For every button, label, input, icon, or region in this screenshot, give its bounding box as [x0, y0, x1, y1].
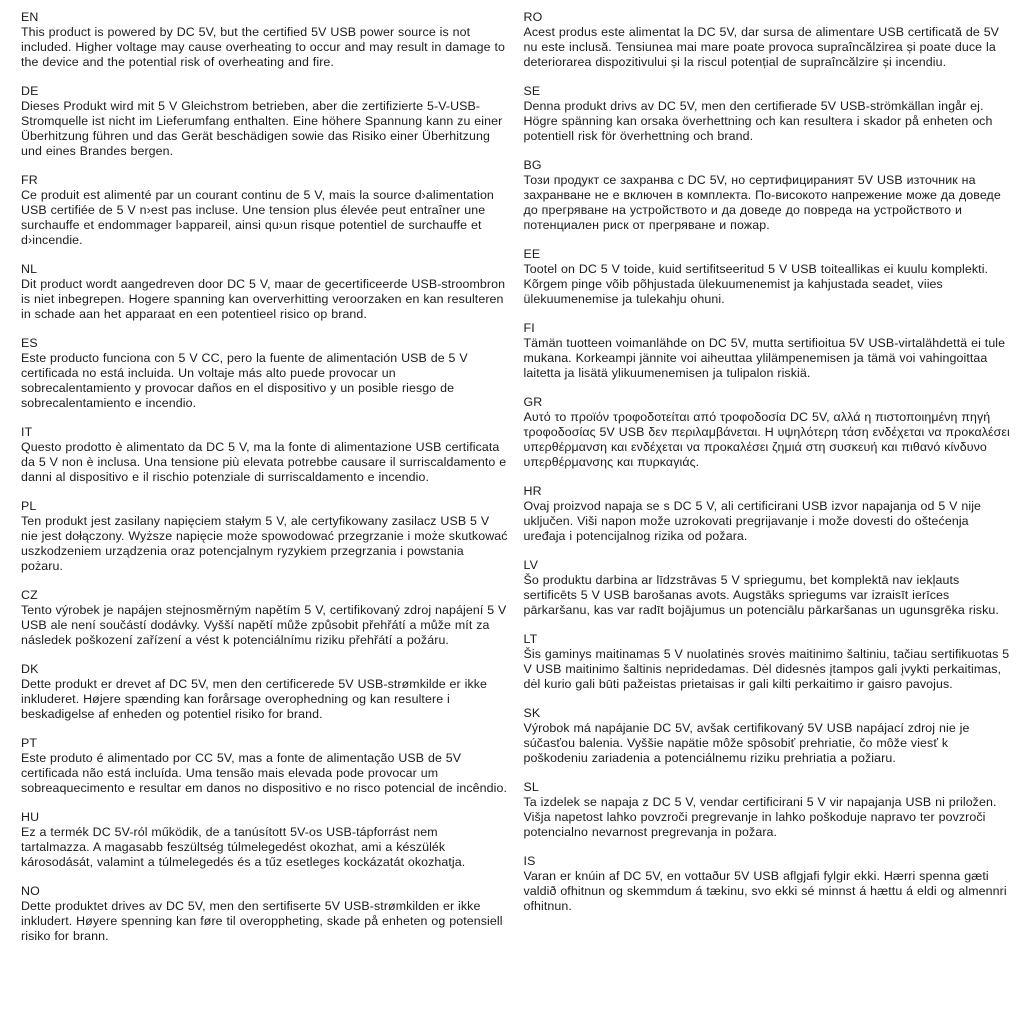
language-code: EN	[21, 10, 39, 24]
language-code: FI	[523, 321, 535, 335]
language-code: SE	[523, 84, 541, 98]
language-block-dk	[21, 662, 510, 722]
column-right	[524, 10, 1013, 1018]
language-block-ro	[524, 10, 1013, 70]
language-code: NL	[21, 262, 38, 276]
language-text: Ovaj proizvod napaja se s DC 5 V, ali certificirani USB izvor napajanja od 5 V nije uključen. Viši napon može uzrokovati pregrijavanje i može dovesti do oštećenja uređaja i potencijalnog rizika od požara.	[523, 499, 982, 543]
language-text: Dette produkt er drevet af DC 5V, men den certificerede 5V USB-strømkilde er ikke inkluderet. Højere spænding kan forårsage overophedning og kan resultere i beskadigelse af enheden og potentiel risiko for brand.	[21, 677, 488, 721]
language-text: Denna produkt drivs av DC 5V, men den certifierade 5V USB-strömkällan ingår ej. Högre spänning kan orsaka överhettning och kan resultera i skador på enheten och potentiell risk för överhettning och brand.	[523, 99, 993, 143]
language-text: Este producto funciona con 5 V CC, pero la fuente de alimentación USB de 5 V certificada no está incluida. Un voltaje más alto puede provocar un sobrecalentamiento y provocar daños en el dispositivo y un posible riesgo de sobrecalentamiento e incendio.	[21, 351, 468, 410]
language-block-no	[21, 884, 510, 944]
language-code: NO	[21, 884, 40, 898]
language-block-fi	[524, 321, 1013, 381]
language-block-es	[21, 336, 510, 411]
language-code: PT	[21, 736, 38, 750]
language-code: RO	[523, 10, 543, 24]
language-text: Tento výrobek je napájen stejnosměrným napětím 5 V, certifikovaný zdroj napájení 5 V USB ale není součástí dodávky. Vyšší napětí může způsobit přehřátí a může mít za následek poškození zařízení a vést k potenciálnímu riziku přehřátí a požáru.	[21, 603, 507, 647]
language-text: Ez a termék DC 5V-ról működik, de a tanúsított 5V-os USB-tápforrást nem tartalmazza. A magasabb feszültség túlmelegedést okozhat, ami a készülék károsodását, valamint a túlmelegedés és a tűz esetleges kockázatát okozhatja.	[21, 825, 466, 869]
column-left	[21, 10, 510, 1018]
language-block-gr	[524, 395, 1013, 470]
language-block-sl	[524, 780, 1013, 840]
language-block-fr	[21, 173, 510, 248]
language-text: Ta izdelek se napaja z DC 5 V, vendar certificirani 5 V vir napajanja USB ni priložen. Višja napetost lahko povzroči pregrevanje in lahko poškoduje napravo ter povzroči potencialno nevarnost pregrevanja in požara.	[523, 795, 997, 839]
language-text: Dette produktet drives av DC 5V, men den sertifiserte 5V USB-strømkilden er ikke inkludert. Høyere spenning kan føre til overoppheting, skade på enheten og potensiell risiko for brann.	[21, 899, 503, 943]
language-text: Acest produs este alimentat la DC 5V, dar sursa de alimentare USB certificată de 5V nu este inclusă. Tensiunea mai mare poate provoca supraîncălzirea și poate duce la deteriorarea dispozitivului și la riscul potențial de supraîncălzire și incendiu.	[523, 25, 1000, 69]
language-block-cz	[21, 588, 510, 648]
language-text: Questo prodotto è alimentato da DC 5 V, ma la fonte di alimentazione USB certificata da 5 V non è inclusa. Una tensione più elevata potrebbe causare il surriscaldamento e danni al dispositivo e il rischio potenziale di surriscaldamento e incendio.	[21, 440, 507, 484]
language-block-hr	[524, 484, 1013, 544]
language-block-pt	[21, 736, 510, 796]
language-block-se	[524, 84, 1013, 144]
language-code: SK	[523, 706, 541, 720]
language-text: Šo produktu darbina ar līdzstrāvas 5 V spriegumu, bet komplektā nav iekļauts sertificēts 5 V USB barošanas avots. Augstāks spriegums var izraisīt ierīces pārkaršanu, kas var radīt bojājumus un potenciālu pārkaršanas un ugunsgrēka risku.	[523, 573, 999, 617]
language-code: ES	[21, 336, 38, 350]
language-text: Este produto é alimentado por CC 5V, mas a fonte de alimentação USB de 5V certificada não está incluída. Uma tensão mais elevada pode provocar um sobreaquecimento e resultar em danos no dispositivo e no risco potencial de incêndio.	[21, 751, 507, 795]
language-block-de	[21, 84, 510, 159]
language-code: DK	[21, 662, 39, 676]
language-code: SL	[523, 780, 539, 794]
language-text: Този продукт се захранва с DC 5V, но сертифицираният 5V USB източник на захранване не е включен в комплекта. По-високото напрежение може да доведе до прегряване на устройството и да доведе до повреда на устройството и потенциален риск от прегряване и пожар.	[523, 173, 1001, 232]
language-code: HR	[523, 484, 542, 498]
language-text: Varan er knúin af DC 5V, en vottaður 5V USB aflgjafi fylgir ekki. Hærri spenna gæti valdið ofhitnun og skemmdum á tækinu, svo ekki sé minnst á hættu á eldi og almennri ofhitnun.	[523, 869, 1007, 913]
language-block-pl	[21, 499, 510, 574]
language-code: BG	[523, 158, 542, 172]
language-block-en	[21, 10, 510, 70]
language-text: Tootel on DC 5 V toide, kuid sertifitseeritud 5 V USB toiteallikas ei kuulu komplekti. Kõrgem pinge võib põhjustada ülekuumenemist ja kahjustada seadet, viies ülekuumenemise ja tulekahju ohuni.	[523, 262, 989, 306]
language-text: Αυτό το προϊόν τροφοδοτείται από τροφοδοσία DC 5V, αλλά η πιστοποιημένη πηγή τροφοδοσίας 5V USB δεν περιλαμβάνεται. Η υψηλότερη τάση ενδέχεται να προκαλέσει υπερθέρμανση και ενδέχεται να προκαλέσει ζημιά στη συσκευή και πιθανό κίνδυνο υπερθέρμανσης και πυρκαγιάς.	[523, 410, 1010, 469]
language-block-lv	[524, 558, 1013, 618]
language-block-ee	[524, 247, 1013, 307]
language-text: Dieses Produkt wird mit 5 V Gleichstrom betrieben, aber die zertifizierte 5-V-USB-Stromquelle ist nicht im Lieferumfang enthalten. Eine höhere Spannung kann zu einer Überhitzung führen und das Gerät beschädigen sowie das Risiko einer Überhitzung und eines Brandes bergen.	[21, 99, 503, 158]
language-block-it	[21, 425, 510, 485]
language-text: Výrobok má napájanie DC 5V, avšak certifikovaný 5V USB napájací zdroj nie je súčasťou balenia. Vyššie napätie môže spôsobiť prehriatie, čo môže viesť k poškodeniu zariadenia a potenciálnemu riziku prehriatia a požiaru.	[523, 721, 970, 765]
language-code: CZ	[21, 588, 38, 602]
language-text: Tämän tuotteen voimanlähde on DC 5V, mutta sertifioitua 5V USB-virtalähdettä ei tule mukana. Korkeampi jännite voi aiheuttaa ylilämpenemisen ja tämä voi vahingoittaa laitetta ja lisätä ylikuumenemisen ja tulipalon riskiä.	[523, 336, 1006, 380]
language-text: Ten produkt jest zasilany napięciem stałym 5 V, ale certyfikowany zasilacz USB 5 V nie jest dołączony. Wyższe napięcie może spowodować przegrzanie i może skutkować uszkodzeniem urządzenia oraz potencjalnym ryzykiem przegrzania i powstania pożaru.	[21, 514, 508, 573]
language-text: This product is powered by DC 5V, but the certified 5V USB power source is not included. Higher voltage may cause overheating to occur and may result in damage to the device and the potential risk of overheating and fire.	[21, 25, 505, 69]
language-code: PL	[21, 499, 37, 513]
language-block-is	[524, 854, 1013, 914]
language-code: IS	[523, 854, 536, 868]
language-code: LV	[523, 558, 539, 572]
language-block-lt	[524, 632, 1013, 692]
language-code: IT	[21, 425, 33, 439]
language-text: Dit product wordt aangedreven door DC 5 V, maar de gecertificeerde USB-stroombron is niet inbegrepen. Hogere spanning kan oververhitting veroorzaken en kan resulteren in schade aan het apparaat en een potentieel risico op brand.	[21, 277, 506, 321]
language-code: EE	[523, 247, 541, 261]
language-text: Šis gaminys maitinamas 5 V nuolatinės srovės maitinimo šaltiniu, tačiau sertifikuotas 5 V USB maitinimo šaltinis nepridedamas. Dėl didesnės įtampos gali įvykti perkaitimas, dėl kurio gali būti pažeistas prietaisas ir gali kilti perkaitimo ir gaisro pavojus.	[523, 647, 1010, 691]
language-block-sk	[524, 706, 1013, 766]
language-code: GR	[523, 395, 543, 409]
language-text: Ce produit est alimenté par un courant continu de 5 V, mais la source d›alimentation USB certifiée de 5 V n›est pas incluse. Une tension plus élevée peut entraîner une surchauffe et endommager l›appareil, ainsi qu›un risque potentiel de surchauffe et d›incendie.	[21, 188, 494, 247]
language-code: HU	[21, 810, 40, 824]
language-block-bg	[524, 158, 1013, 233]
language-code: LT	[523, 632, 538, 646]
language-block-hu	[21, 810, 510, 870]
language-block-nl	[21, 262, 510, 322]
language-code: FR	[21, 173, 38, 187]
language-code: DE	[21, 84, 39, 98]
